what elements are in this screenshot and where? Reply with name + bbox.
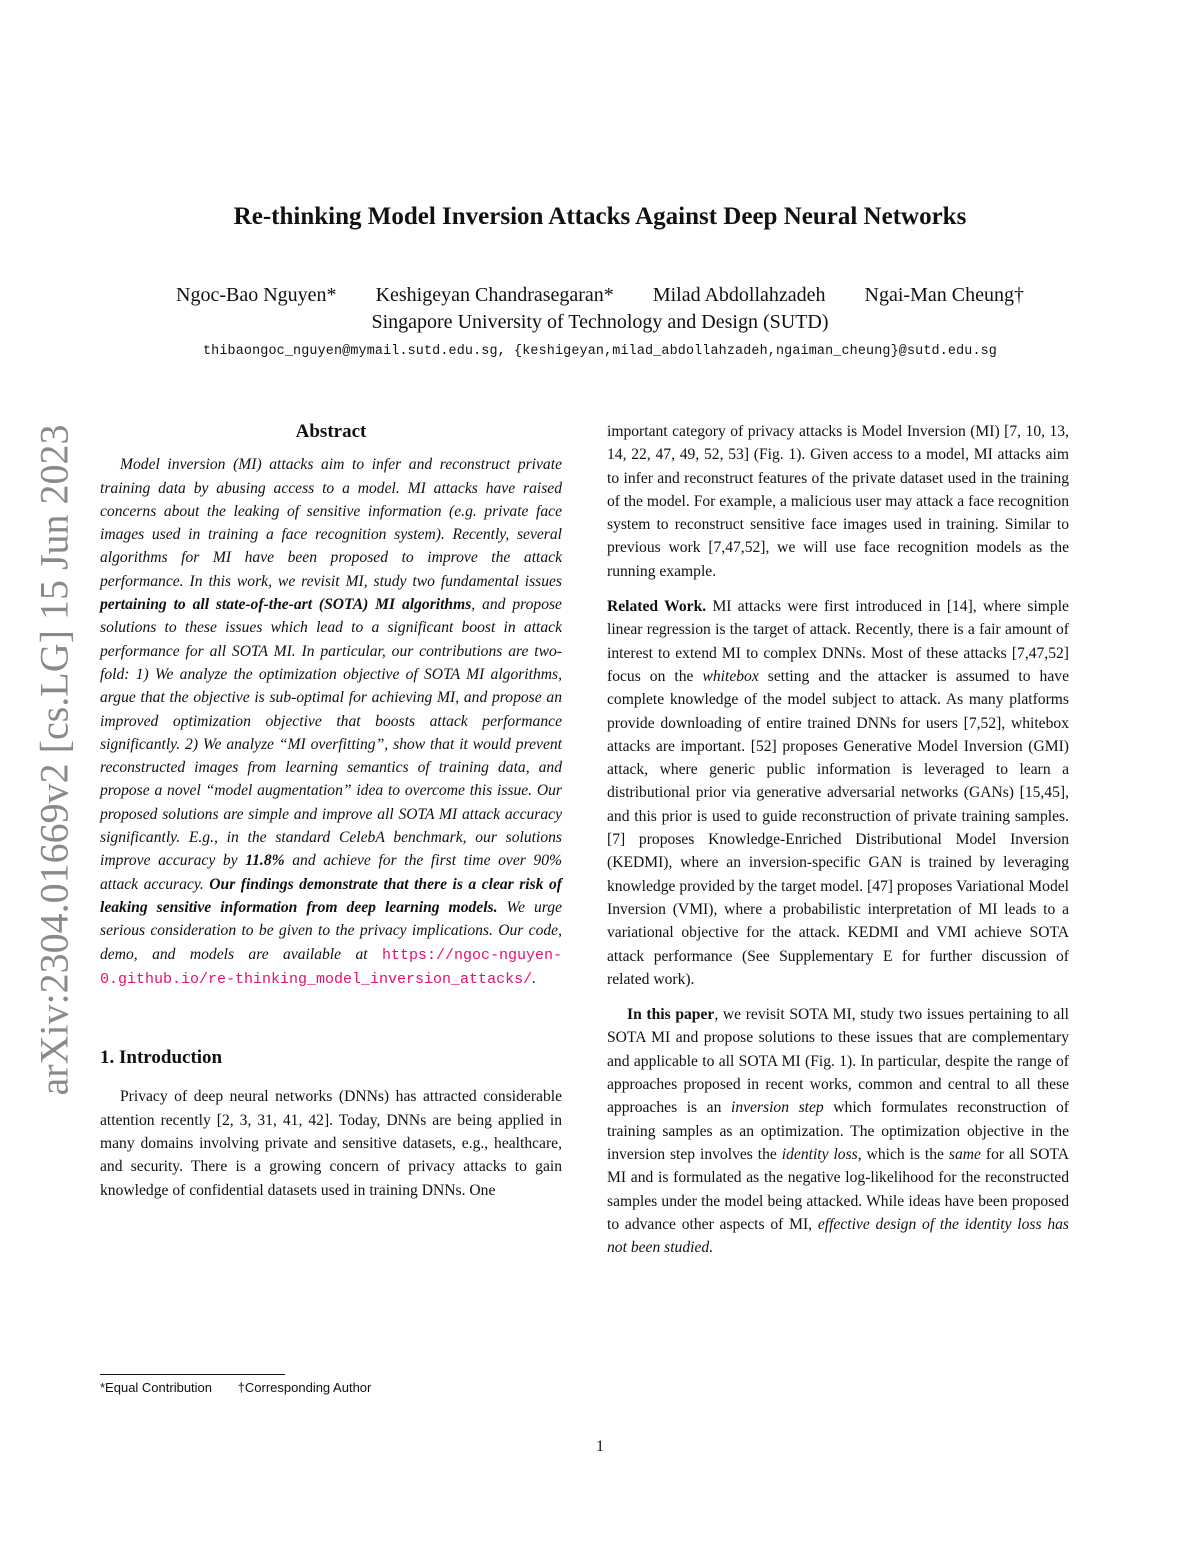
footnote-rule (100, 1374, 285, 1375)
abstract-heading: Abstract (295, 421, 367, 442)
abstract-text: Model inversion (MI) attacks aim to infer and reconstruct private training data by abusing access to a model. MI attacks have raised concerns about the leaking of sensitive information (e.g. private face images used in training a face recognition system). Recently, several algorithms for MI have been proposed to improve the attack performance. In this work, we revisit MI, study two fundamental issues pertaining to all state-of-the-art (SOTA) MI algorithms, and propose solutions to these issues which lead to a significant boost in attack performance for all SOTA MI. In particular, our contributions are two-fold: 1) We analyze the optimization objective of SOTA MI algorithms, argue that the objective is sub-optimal for achieving MI, and propose an improved optimization objective that boosts attack performance significantly. 2) We analyze “MI overfitting”, show that it would prevent reconstructed images from learning semantics of training data, and propose a novel “model augmentation” idea to overcome this issue. Our proposed solutions are simple and improve all SOTA MI attack accuracy significantly. E.g., in the standard CelebA benchmark, our solutions improve accuracy by 11.8% and achieve for the first time over 90% attack accuracy. Our findings demonstrate that there is a clear risk of leaking sensitive information from deep learning models. We urge serious consideration to be given to the privacy implications. Our code, demo, and models are available at https://ngoc-nguyen-0.github.io/re-thinking_model_inversion_attacks/. (100, 456, 562, 988)
left-column (100, 420, 562, 1202)
intro-text: Privacy of deep neural networks (DNNs) has attracted considerable attention recently [2, 3, 31, 41, 42]. Today, DNNs are being applied in many domains involving private and sensitive datasets, e.g., healthcare, and security. There is a growing concern of privacy attacks to gain knowledge of confidential datasets used in training DNNs. One (100, 1088, 562, 1199)
related-work-paragraph: Related Work. MI attacks were first introduced in [14], where simple linear regression is the target of attack. Recently, there is a fair amount of interest to extend MI to complex DNNs. Most of these attacks [7,47,52] focus on the whitebox setting and the attacker is assumed to have complete knowledge of the model subject to attack. As many platforms provide downloading of entire trained DNNs for users [7,52], whitebox attacks are important. [52] proposes Generative Model Inversion (GMI) attack, where generic public information is leveraged to learn a distributional prior via generative adversarial networks (GANs) [15,45], and this prior is used to guide reconstruction of private training samples. [7] proposes Knowledge-Enriched Distributional Model Inversion (KEDMI), where an inversion-specific GAN is trained by leveraging knowledge provided by the target model. [47] proposes Variational Model Inversion (VMI), where a probabilistic interpretation of MI leads to a variational objective for the attack. KEDMI and VMI achieve SOTA attack performance (See Supplementary E for further discussion of related work). (607, 598, 1069, 988)
project-link[interactable]: https://ngoc-nguyen-0.github.io/re-thinking_model_inversion_attacks/ (100, 946, 562, 988)
affiliation: Singapore University of Technology and Design (SUTD) (371, 311, 829, 333)
author-emails: thibaongoc_nguyen@mymail.sutd.edu.sg, {keshigeyan,milad_abdollahzadeh,ngaiman_cheung}@sutd.edu.sg (202, 344, 997, 359)
footnote-equal-contribution: *Equal Contribution (100, 1380, 213, 1395)
intro-continued-paragraph: important category of privacy attacks is Model Inversion (MI) [7, 10, 13, 14, 22, 47, 49, 52, 53] (Fig. 1). Given access to a model, MI attacks aim to infer and reconstruct features of the private dataset used in the training of the model. For example, a malicious user may attack a face recognition system to reconstruct sensitive face images used in training. Similar to previous work [7,47,52], we will use face recognition models as the running example. (607, 423, 1069, 580)
right-column (607, 420, 1069, 1259)
arxiv-identifier: arXiv:2304.01669v2 [cs.LG] 15 Jun 2023 (31, 424, 77, 1096)
footnote (100, 1380, 393, 1395)
this-paper-paragraph: In this paper, we revisit SOTA MI, study two issues pertaining to all SOTA MI and propose solutions to these issues that are complementary and applicable to all SOTA MI (Fig. 1). In particular, despite the range of approaches proposed in recent works, common and central to all these approaches is an inversion step which formulates reconstruction of training samples as an optimization. The optimization objective in the inversion step involves the identity loss, which is the same for all SOTA MI and is formulated as the negative log-likelihood for the reconstructed samples under the model being attacked. While ideas have been proposed to advance other aspects of MI, effective design of the identity loss has not been studied. (607, 1006, 1070, 1257)
author-4: Ngai-Man Cheung† (864, 284, 1024, 306)
introduction-heading: 1. Introduction (100, 1047, 223, 1069)
author-2: Keshigeyan Chandrasegaran* (375, 284, 614, 306)
page-number: 1 (596, 1438, 604, 1455)
introduction-paragraph (100, 1085, 562, 1201)
author-list (0, 284, 1200, 307)
author-3: Milad Abdollahzadeh (652, 284, 826, 306)
author-1: Ngoc-Bao Nguyen* (176, 284, 337, 306)
footnote-corresponding-author: †Corresponding Author (237, 1380, 372, 1395)
paper-title: Re-thinking Model Inversion Attacks Against Deep Neural Networks (233, 203, 967, 230)
